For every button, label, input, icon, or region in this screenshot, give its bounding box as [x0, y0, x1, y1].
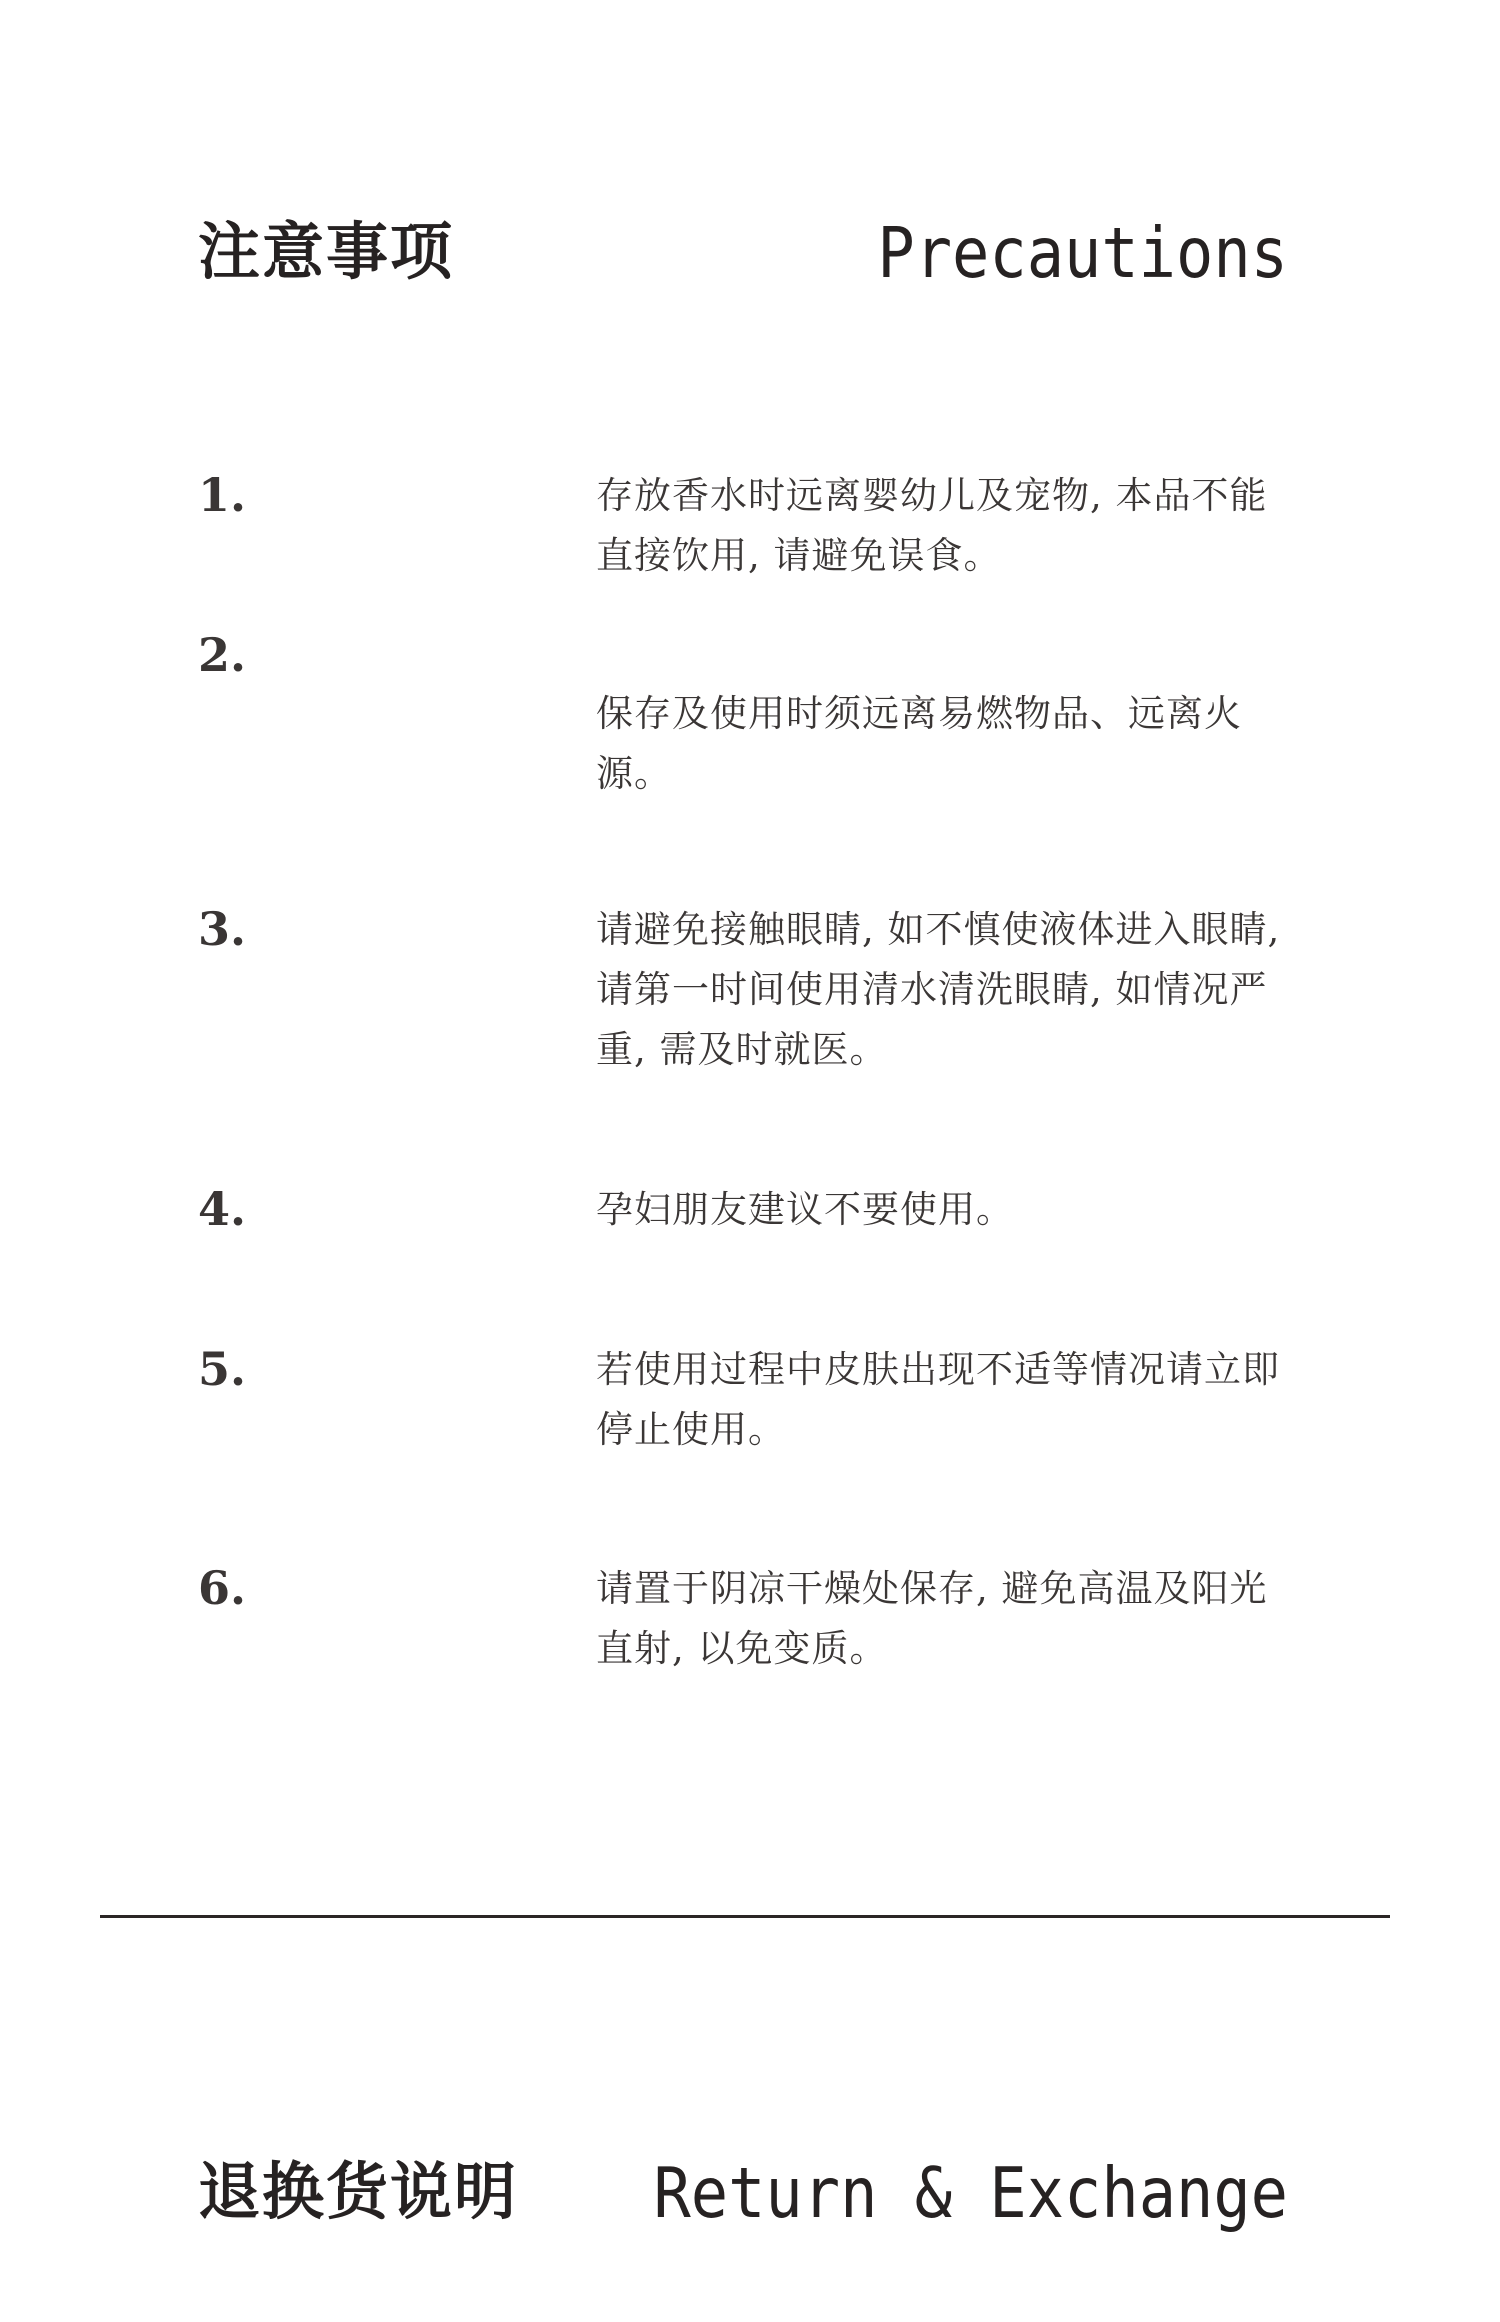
return-exchange-title-en: Return & Exchange	[653, 2152, 1288, 2235]
precautions-title-zh: 注意事项	[198, 215, 455, 288]
precaution-number-2: 2.	[198, 628, 247, 682]
precaution-text-3: 请避免接触眼睛, 如不慎使液体进入眼睛, 请第一时间使用清水清洗眼睛, 如情况严重, 需及时就医。	[596, 908, 1281, 1071]
precaution-text-2: 保存及使用时须远离易燃物品、远离火源。	[596, 692, 1242, 795]
precaution-text-4: 孕妇朋友建议不要使用。	[596, 1188, 1014, 1231]
precaution-number-4: 4.	[198, 1182, 247, 1236]
precaution-text-5: 若使用过程中皮肤出现不适等情况请立即停止使用。	[596, 1348, 1280, 1451]
section-divider	[100, 1915, 1390, 1918]
precaution-text-6: 请置于阴凉干燥处保存, 避免高温及阳光直射, 以免变质。	[596, 1567, 1268, 1670]
precaution-number-3: 3.	[198, 902, 247, 956]
precaution-number-6: 6.	[198, 1561, 247, 1615]
precaution-number-1: 1.	[198, 468, 247, 522]
precaution-text-1: 存放香水时远离婴幼儿及宠物, 本品不能直接饮用, 请避免误食。	[596, 474, 1268, 577]
precaution-number-5: 5.	[198, 1342, 247, 1396]
precautions-title-en: Precautions	[877, 212, 1288, 295]
return-exchange-title-zh: 退换货说明	[198, 2155, 519, 2228]
